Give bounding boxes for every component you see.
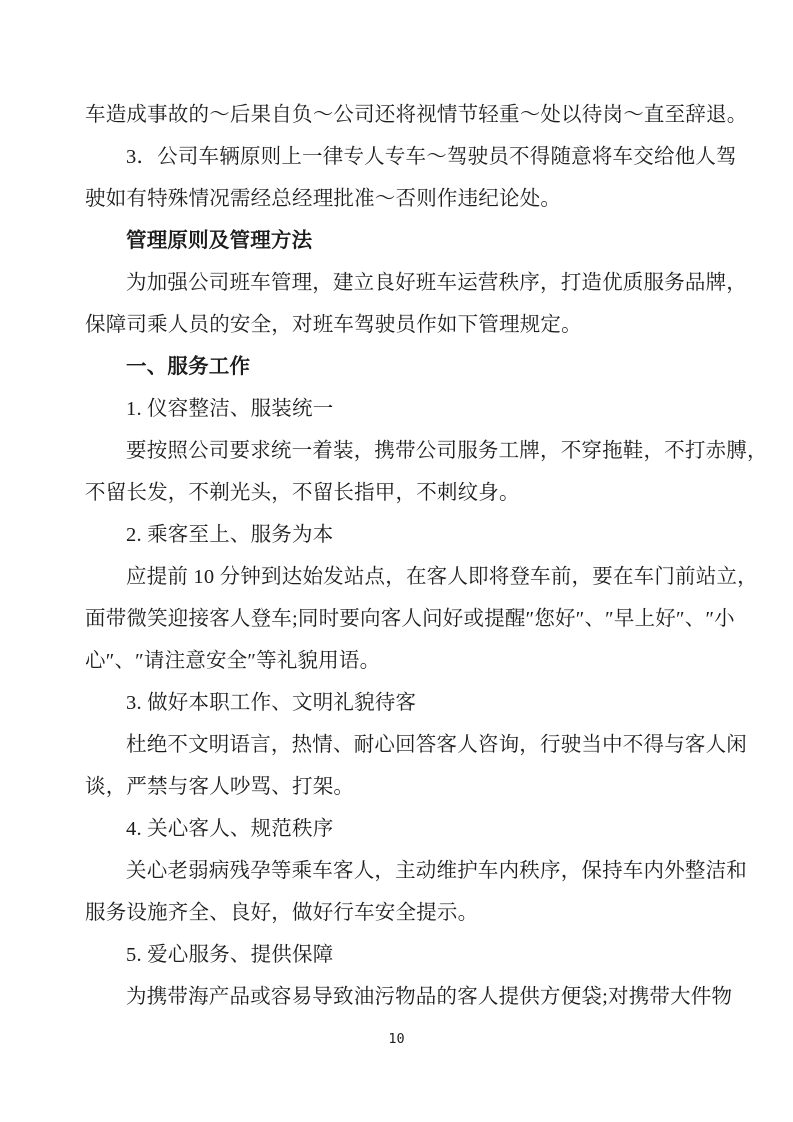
text-line: 服务设施齐全、良好，做好行车安全提示。 [85,902,479,924]
text-line: 面带微笑迎接客人登车;同时要向客人问好或提醒″您好″、″早上好″、″小 [85,608,735,630]
text-line: 3．公司车辆原则上一律专人专车～驾驶员不得随意将车交给他人驾 [126,146,737,168]
document-body [85,94,768,1018]
text-line: 3. 做好本职工作、文明礼貌待客 [126,692,417,714]
text-line: 为加强公司班车管理，建立良好班车运营秩序，打造优质服务品牌， [126,272,747,294]
text-line: 要按照公司要求统一着装，携带公司服务工牌，不穿拖鞋，不打赤膊， [126,440,768,462]
heading-line: 一、服务工作 [126,356,251,378]
text-line: 驶如有特殊情况需经总经理批准～否则作违纪论处。 [85,188,562,210]
text-line: 杜绝不文明语言，热情、耐心回答客人咨询，行驶当中不得与客人闲 [126,734,747,756]
text-line: 4. 关心客人、规范秩序 [126,818,334,840]
text-line: 为携带海产品或容易导致油污物品的客人提供方便袋;对携带大件物 [126,986,733,1008]
page-number: 10 [388,1031,405,1047]
text-line: 不留长发，不剃光头，不留长指甲，不刺纹身。 [85,482,520,504]
text-line: 应提前 10 分钟到达始发站点，在客人即将登车前，要在车门前站立， [126,566,758,588]
text-line: 车造成事故的～后果自负～公司还将视情节轻重～处以待岗～直至辞退。 [85,104,748,126]
text-line: 1. 仪容整洁、服装统一 [126,398,334,420]
text-line: 关心老弱病残孕等乘车客人，主动维护车内秩序，保持车内外整洁和 [126,860,747,882]
text-line: 2. 乘客至上、服务为本 [126,524,334,546]
heading-line: 管理原则及管理方法 [126,230,313,252]
text-line: 保障司乘人员的安全，对班车驾驶员作如下管理规定。 [85,314,582,336]
text-line: 心″、″请注意安全″等礼貌用语。 [85,650,381,672]
text-line: 5. 爱心服务、提供保障 [126,944,334,966]
text-line: 谈，严禁与客人吵骂、打架。 [85,776,355,798]
